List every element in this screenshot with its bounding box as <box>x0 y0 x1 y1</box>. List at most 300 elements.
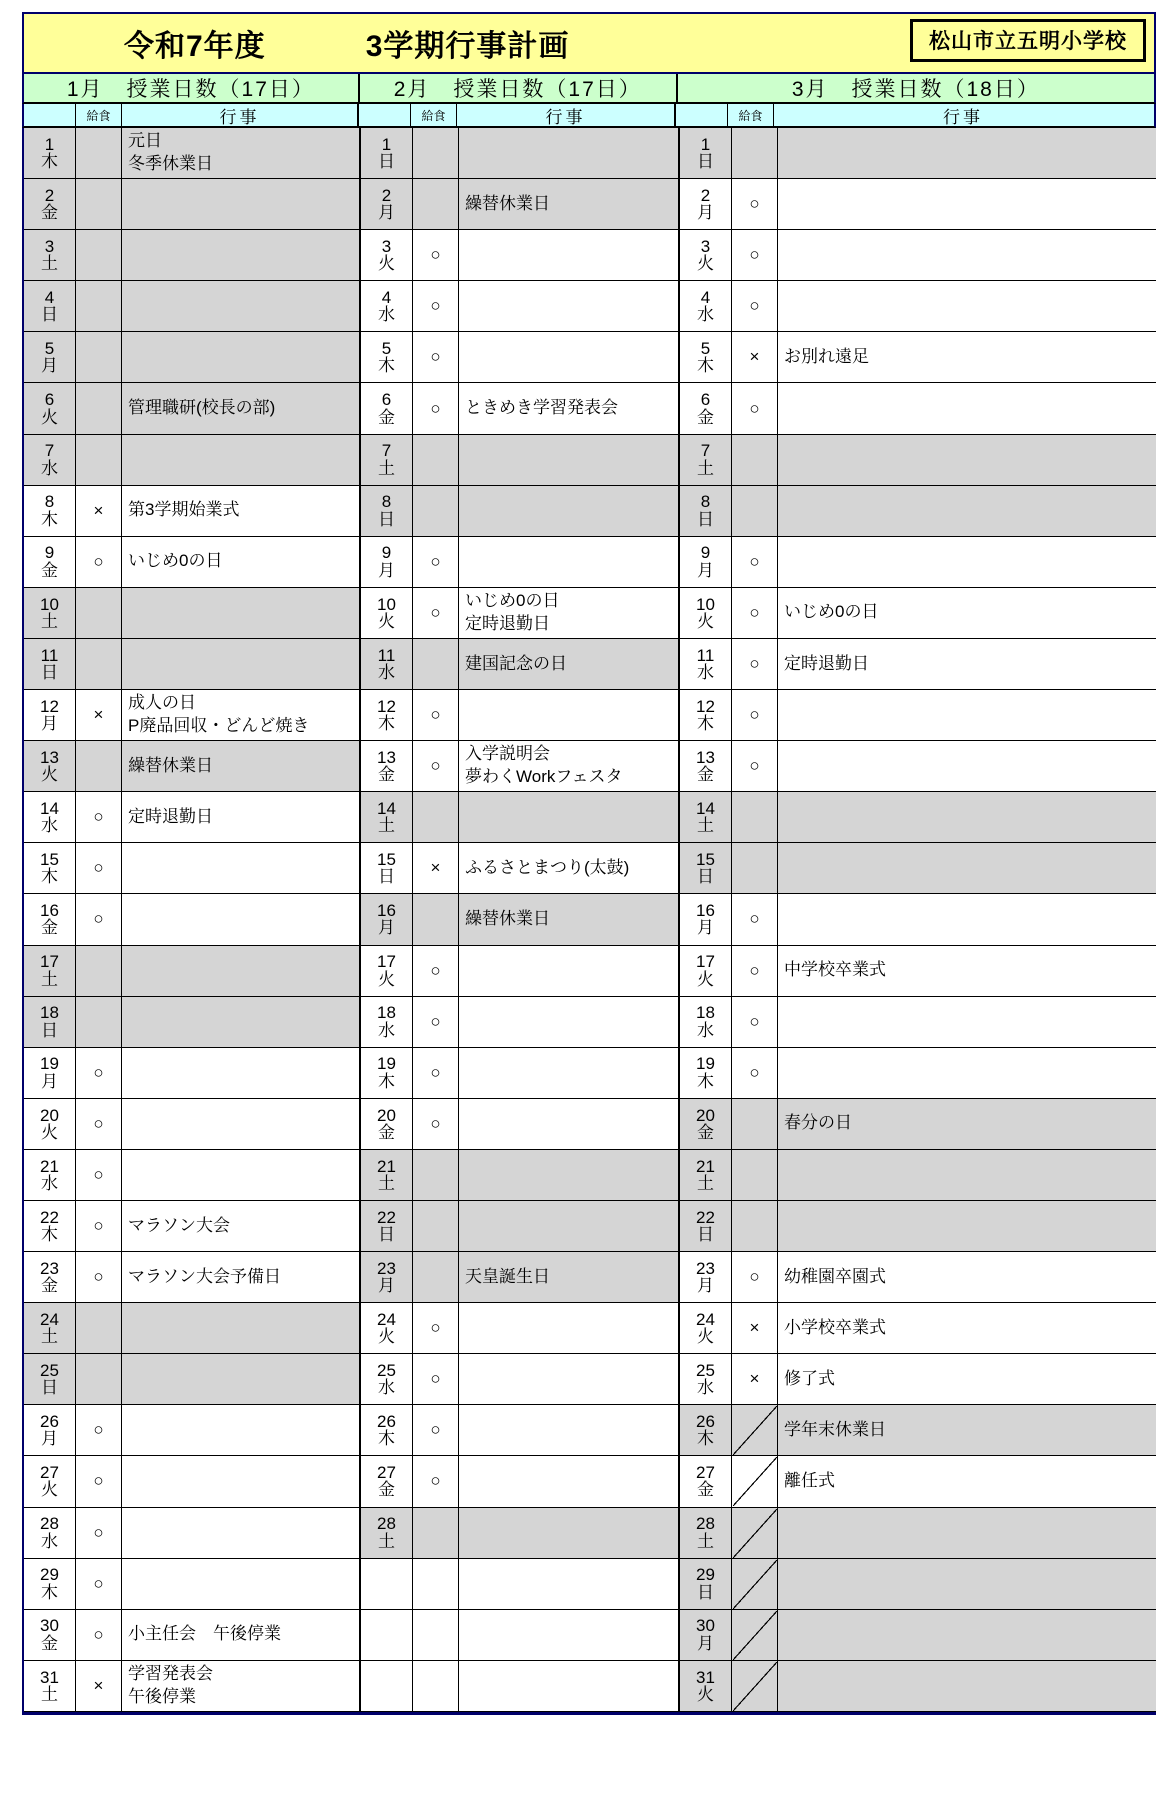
day-cell <box>361 1559 413 1609</box>
day-weekday: 水 <box>697 1020 714 1040</box>
meal-cell <box>732 1456 778 1506</box>
month-header-feb: 2月 授業日数（17日） <box>360 74 678 102</box>
calendar-row <box>361 997 678 1048</box>
calendar-row <box>680 690 1156 741</box>
calendar-row <box>680 1303 1156 1354</box>
day-weekday: 火 <box>378 1327 395 1347</box>
calendar-row <box>680 588 1156 639</box>
day-number: 20 <box>377 1105 396 1125</box>
event-cell <box>459 1150 678 1200</box>
day-cell <box>680 281 732 331</box>
day-number: 31 <box>40 1667 59 1687</box>
meal-cell: ○ <box>76 1048 122 1098</box>
day-weekday: 水 <box>697 662 714 682</box>
day-cell <box>24 1150 76 1200</box>
calendar-row <box>680 1354 1156 1405</box>
day-weekday: 日 <box>41 1020 58 1040</box>
day-number: 22 <box>40 1207 59 1227</box>
day-number: 31 <box>696 1667 715 1687</box>
calendar-row <box>680 1201 1156 1252</box>
day-weekday: 土 <box>41 1327 58 1347</box>
event-text: 学習発表会 <box>128 1663 213 1683</box>
calendar-row <box>361 792 678 843</box>
event-text: マラソン大会 <box>128 1215 230 1235</box>
meal-cell: ○ <box>76 1559 122 1609</box>
day-weekday: 月 <box>697 1633 714 1653</box>
meal-cell: ○ <box>732 588 778 638</box>
meal-cell <box>413 1508 459 1558</box>
day-number: 7 <box>700 441 711 461</box>
day-weekday: 日 <box>41 1378 58 1398</box>
day-number: 17 <box>696 952 715 972</box>
month-column-mar <box>680 128 1156 1712</box>
day-weekday: 日 <box>41 305 58 325</box>
day-cell <box>680 1150 732 1200</box>
calendar-row <box>361 843 678 894</box>
day-number: 20 <box>40 1105 59 1125</box>
day-weekday: 火 <box>41 765 58 785</box>
calendar-row <box>680 1456 1156 1507</box>
day-weekday: 月 <box>378 203 395 223</box>
event-cell <box>459 741 678 791</box>
calendar-row <box>24 1508 359 1559</box>
day-cell <box>361 281 413 331</box>
day-number: 10 <box>377 594 396 614</box>
day-weekday: 月 <box>378 918 395 938</box>
day-weekday: 木 <box>41 1225 58 1245</box>
day-number: 17 <box>377 952 396 972</box>
meal-cell <box>76 946 122 996</box>
meal-cell: ○ <box>413 588 459 638</box>
event-cell <box>459 1048 678 1098</box>
day-number: 17 <box>40 952 59 972</box>
meal-cell: ○ <box>76 1201 122 1251</box>
title-banner <box>22 12 1156 74</box>
event-cell <box>122 1508 359 1558</box>
calendar-row <box>24 281 359 332</box>
day-cell <box>680 1610 732 1660</box>
calendar-row <box>24 1303 359 1354</box>
day-weekday: 木 <box>41 1582 58 1602</box>
calendar-row <box>361 741 678 792</box>
event-cell <box>459 281 678 331</box>
event-text: いじめ0の日 <box>465 590 560 610</box>
event-cell <box>122 1201 359 1251</box>
day-column-header-feb <box>359 104 411 126</box>
event-cell <box>459 792 678 842</box>
event-cell <box>122 843 359 893</box>
day-weekday: 金 <box>697 1122 714 1142</box>
day-number: 25 <box>40 1360 59 1380</box>
day-cell <box>24 894 76 944</box>
day-number: 29 <box>696 1565 715 1585</box>
calendar-row <box>680 435 1156 486</box>
meal-cell <box>76 179 122 229</box>
day-number: 22 <box>696 1207 715 1227</box>
meal-cell: ○ <box>413 1354 459 1404</box>
day-cell <box>24 997 76 1047</box>
calendar-row <box>680 1150 1156 1201</box>
day-number: 6 <box>700 390 711 410</box>
event-cell <box>459 1252 678 1302</box>
event-cell <box>122 1559 359 1609</box>
day-number: 2 <box>44 185 55 205</box>
day-weekday: 木 <box>697 714 714 734</box>
calendar-row <box>361 946 678 997</box>
meal-cell <box>413 639 459 689</box>
day-number: 5 <box>44 339 55 359</box>
event-text: 第3学期始業式 <box>128 500 240 520</box>
day-weekday: 月 <box>697 560 714 580</box>
day-weekday: 火 <box>697 1327 714 1347</box>
day-cell <box>24 486 76 536</box>
calendar-row <box>24 179 359 230</box>
day-number: 5 <box>381 339 392 359</box>
day-number: 30 <box>696 1616 715 1636</box>
day-weekday: 火 <box>697 611 714 631</box>
meal-cell: ○ <box>732 946 778 996</box>
day-weekday: 月 <box>378 1276 395 1296</box>
day-number: 25 <box>377 1360 396 1380</box>
event-text: 定時退勤日 <box>465 613 550 633</box>
meal-cell <box>732 128 778 178</box>
day-number: 1 <box>381 134 392 154</box>
meal-cell: ○ <box>76 1150 122 1200</box>
day-weekday: 木 <box>378 1429 395 1449</box>
calendar-row <box>680 792 1156 843</box>
event-text: 春分の日 <box>784 1113 852 1133</box>
day-weekday: 土 <box>697 458 714 478</box>
day-weekday: 日 <box>378 1225 395 1245</box>
calendar-row <box>24 843 359 894</box>
day-cell <box>24 588 76 638</box>
day-number: 22 <box>377 1207 396 1227</box>
event-cell <box>459 332 678 382</box>
day-weekday: 日 <box>378 152 395 172</box>
day-cell <box>361 792 413 842</box>
calendar-row <box>24 332 359 383</box>
event-cell <box>122 281 359 331</box>
event-cell <box>778 383 1156 433</box>
calendar-row <box>361 1456 678 1507</box>
day-number: 28 <box>377 1514 396 1534</box>
calendar-row <box>24 1610 359 1661</box>
event-cell <box>122 1150 359 1200</box>
day-cell <box>361 997 413 1047</box>
event-cell <box>122 383 359 433</box>
day-weekday: 木 <box>378 356 395 376</box>
day-number: 15 <box>696 850 715 870</box>
event-cell <box>459 230 678 280</box>
event-cell <box>778 1201 1156 1251</box>
day-cell <box>680 486 732 536</box>
meal-column-header-mar: 給食 <box>728 104 774 126</box>
event-column-header-feb: 行事 <box>457 104 676 126</box>
meal-cell <box>732 1150 778 1200</box>
day-number: 10 <box>696 594 715 614</box>
meal-cell <box>413 894 459 944</box>
event-text: 成人の日 <box>128 693 196 713</box>
event-cell <box>778 1048 1156 1098</box>
day-weekday: 火 <box>697 254 714 274</box>
calendar-row <box>361 1354 678 1405</box>
meal-cell: ○ <box>732 179 778 229</box>
day-cell <box>361 1405 413 1455</box>
calendar-row <box>24 230 359 281</box>
day-cell <box>361 1508 413 1558</box>
event-cell <box>459 1508 678 1558</box>
calendar-row <box>24 1048 359 1099</box>
event-cell <box>122 792 359 842</box>
day-weekday: 金 <box>378 407 395 427</box>
calendar-row <box>680 1661 1156 1712</box>
day-cell <box>680 1661 732 1711</box>
day-weekday: 木 <box>378 1071 395 1091</box>
day-weekday: 金 <box>41 918 58 938</box>
meal-cell <box>732 435 778 485</box>
calendar-row <box>361 1661 678 1712</box>
meal-cell: ○ <box>76 1405 122 1455</box>
event-text: 元日 <box>128 131 162 151</box>
event-cell <box>778 1661 1156 1711</box>
event-cell <box>778 179 1156 229</box>
meal-cell: ○ <box>732 639 778 689</box>
meal-cell: × <box>732 332 778 382</box>
meal-cell: ○ <box>413 1303 459 1353</box>
day-number: 8 <box>381 492 392 512</box>
day-number: 18 <box>40 1003 59 1023</box>
day-cell <box>24 332 76 382</box>
event-cell <box>122 1456 359 1506</box>
event-cell <box>122 690 359 740</box>
day-number: 3 <box>381 236 392 256</box>
day-cell <box>361 383 413 433</box>
day-cell <box>680 741 732 791</box>
calendar-grid <box>22 128 1156 1715</box>
calendar-row <box>361 537 678 588</box>
event-text: 定時退勤日 <box>784 653 869 673</box>
day-cell <box>361 537 413 587</box>
meal-cell <box>413 1252 459 1302</box>
day-cell <box>680 1559 732 1609</box>
day-cell <box>361 741 413 791</box>
day-number: 13 <box>696 747 715 767</box>
day-cell <box>680 997 732 1047</box>
calendar-row <box>680 128 1156 179</box>
calendar-row <box>24 690 359 741</box>
day-weekday: 土 <box>378 816 395 836</box>
event-cell <box>122 1099 359 1149</box>
day-number: 5 <box>700 339 711 359</box>
meal-cell: × <box>76 690 122 740</box>
calendar-row <box>24 537 359 588</box>
day-weekday: 土 <box>697 1173 714 1193</box>
event-cell <box>459 486 678 536</box>
event-column-header-jan: 行事 <box>122 104 359 126</box>
event-cell <box>459 843 678 893</box>
day-cell <box>680 1099 732 1149</box>
event-cell <box>459 690 678 740</box>
event-cell <box>459 1559 678 1609</box>
meal-cell <box>76 997 122 1047</box>
day-cell <box>361 332 413 382</box>
day-number: 3 <box>44 236 55 256</box>
meal-cell: ○ <box>732 741 778 791</box>
event-cell <box>778 946 1156 996</box>
day-weekday: 水 <box>378 662 395 682</box>
event-cell <box>459 894 678 944</box>
day-number: 15 <box>40 850 59 870</box>
day-cell <box>361 1252 413 1302</box>
event-cell <box>778 894 1156 944</box>
day-weekday: 金 <box>378 765 395 785</box>
day-number: 9 <box>44 543 55 563</box>
day-weekday: 日 <box>697 1582 714 1602</box>
calendar-row <box>361 639 678 690</box>
meal-cell <box>413 128 459 178</box>
meal-cell <box>76 332 122 382</box>
day-cell <box>24 792 76 842</box>
meal-cell <box>732 1405 778 1455</box>
day-cell <box>361 894 413 944</box>
day-number: 2 <box>700 185 711 205</box>
meal-cell: × <box>76 486 122 536</box>
event-cell <box>778 792 1156 842</box>
day-number: 8 <box>700 492 711 512</box>
day-column-header-jan <box>24 104 76 126</box>
day-weekday: 金 <box>41 560 58 580</box>
event-cell <box>778 332 1156 382</box>
day-weekday: 土 <box>41 1684 58 1704</box>
meal-cell <box>413 435 459 485</box>
event-cell <box>122 1354 359 1404</box>
meal-cell <box>732 486 778 536</box>
event-text: P廃品回収・どんど焼き <box>128 716 310 736</box>
day-weekday: 土 <box>378 1173 395 1193</box>
day-weekday: 日 <box>697 509 714 529</box>
day-weekday: 金 <box>697 765 714 785</box>
event-cell <box>459 383 678 433</box>
day-cell <box>361 1661 413 1711</box>
calendar-row <box>24 588 359 639</box>
day-number: 9 <box>700 543 711 563</box>
day-weekday: 金 <box>697 1480 714 1500</box>
event-cell <box>459 639 678 689</box>
calendar-row <box>24 792 359 843</box>
day-number: 7 <box>44 441 55 461</box>
day-cell <box>24 1201 76 1251</box>
meal-cell: ○ <box>413 281 459 331</box>
day-weekday: 金 <box>41 1276 58 1296</box>
day-weekday: 月 <box>697 1276 714 1296</box>
day-cell <box>24 690 76 740</box>
day-number: 24 <box>40 1309 59 1329</box>
day-number: 26 <box>696 1412 715 1432</box>
event-cell <box>459 1456 678 1506</box>
day-number: 6 <box>381 390 392 410</box>
day-cell <box>361 843 413 893</box>
event-text: 天皇誕生日 <box>465 1266 550 1286</box>
day-weekday: 金 <box>697 407 714 427</box>
day-cell <box>361 128 413 178</box>
event-cell <box>778 128 1156 178</box>
meal-cell <box>76 281 122 331</box>
day-cell <box>24 1456 76 1506</box>
event-cell <box>778 1508 1156 1558</box>
day-cell <box>361 1354 413 1404</box>
day-weekday: 日 <box>41 662 58 682</box>
day-number: 10 <box>40 594 59 614</box>
calendar-row <box>361 1303 678 1354</box>
meal-cell: ○ <box>413 1048 459 1098</box>
event-cell <box>122 894 359 944</box>
day-cell <box>24 1048 76 1098</box>
day-cell <box>680 1048 732 1098</box>
event-cell <box>778 1610 1156 1660</box>
meal-cell: ○ <box>732 1048 778 1098</box>
meal-cell: × <box>732 1303 778 1353</box>
meal-cell: ○ <box>413 1456 459 1506</box>
day-number: 21 <box>377 1156 396 1176</box>
event-cell <box>122 1048 359 1098</box>
day-number: 3 <box>700 236 711 256</box>
day-number: 4 <box>381 288 392 307</box>
day-number: 28 <box>696 1514 715 1534</box>
meal-cell <box>413 486 459 536</box>
meal-cell <box>413 1610 459 1660</box>
calendar-row <box>361 1048 678 1099</box>
day-weekday: 火 <box>697 1684 714 1704</box>
meal-cell: ○ <box>732 997 778 1047</box>
event-text: ふるさとまつり(太鼓) <box>465 857 630 877</box>
meal-cell: ○ <box>76 1508 122 1558</box>
event-cell <box>778 281 1156 331</box>
day-cell <box>24 639 76 689</box>
day-weekday: 火 <box>41 1122 58 1142</box>
day-number: 23 <box>696 1258 715 1278</box>
day-weekday: 土 <box>378 458 395 478</box>
event-cell <box>122 946 359 996</box>
event-cell <box>778 639 1156 689</box>
meal-cell: ○ <box>732 537 778 587</box>
event-text: 小主任会 午後停業 <box>128 1624 281 1644</box>
day-weekday: 土 <box>378 1531 395 1551</box>
event-cell <box>778 997 1156 1047</box>
day-weekday: 水 <box>378 1020 395 1040</box>
event-cell <box>778 1405 1156 1455</box>
day-cell <box>24 741 76 791</box>
event-text: 冬季休業日 <box>128 154 213 174</box>
event-text: お別れ遠足 <box>784 346 869 366</box>
meal-cell <box>76 1354 122 1404</box>
meal-cell: ○ <box>413 332 459 382</box>
event-text: 離任式 <box>784 1471 835 1491</box>
event-cell <box>122 486 359 536</box>
school-name-badge: 松山市立五明小学校 <box>910 19 1146 62</box>
event-cell <box>778 1150 1156 1200</box>
event-cell <box>122 639 359 689</box>
event-cell <box>778 230 1156 280</box>
day-number: 4 <box>44 288 55 307</box>
day-weekday: 金 <box>378 1122 395 1142</box>
day-weekday: 月 <box>41 1071 58 1091</box>
meal-cell: ○ <box>413 230 459 280</box>
meal-cell: ○ <box>413 537 459 587</box>
event-text: 建国記念の日 <box>465 653 567 673</box>
meal-cell: ○ <box>76 792 122 842</box>
day-number: 14 <box>377 798 396 818</box>
meal-cell: ○ <box>413 383 459 433</box>
